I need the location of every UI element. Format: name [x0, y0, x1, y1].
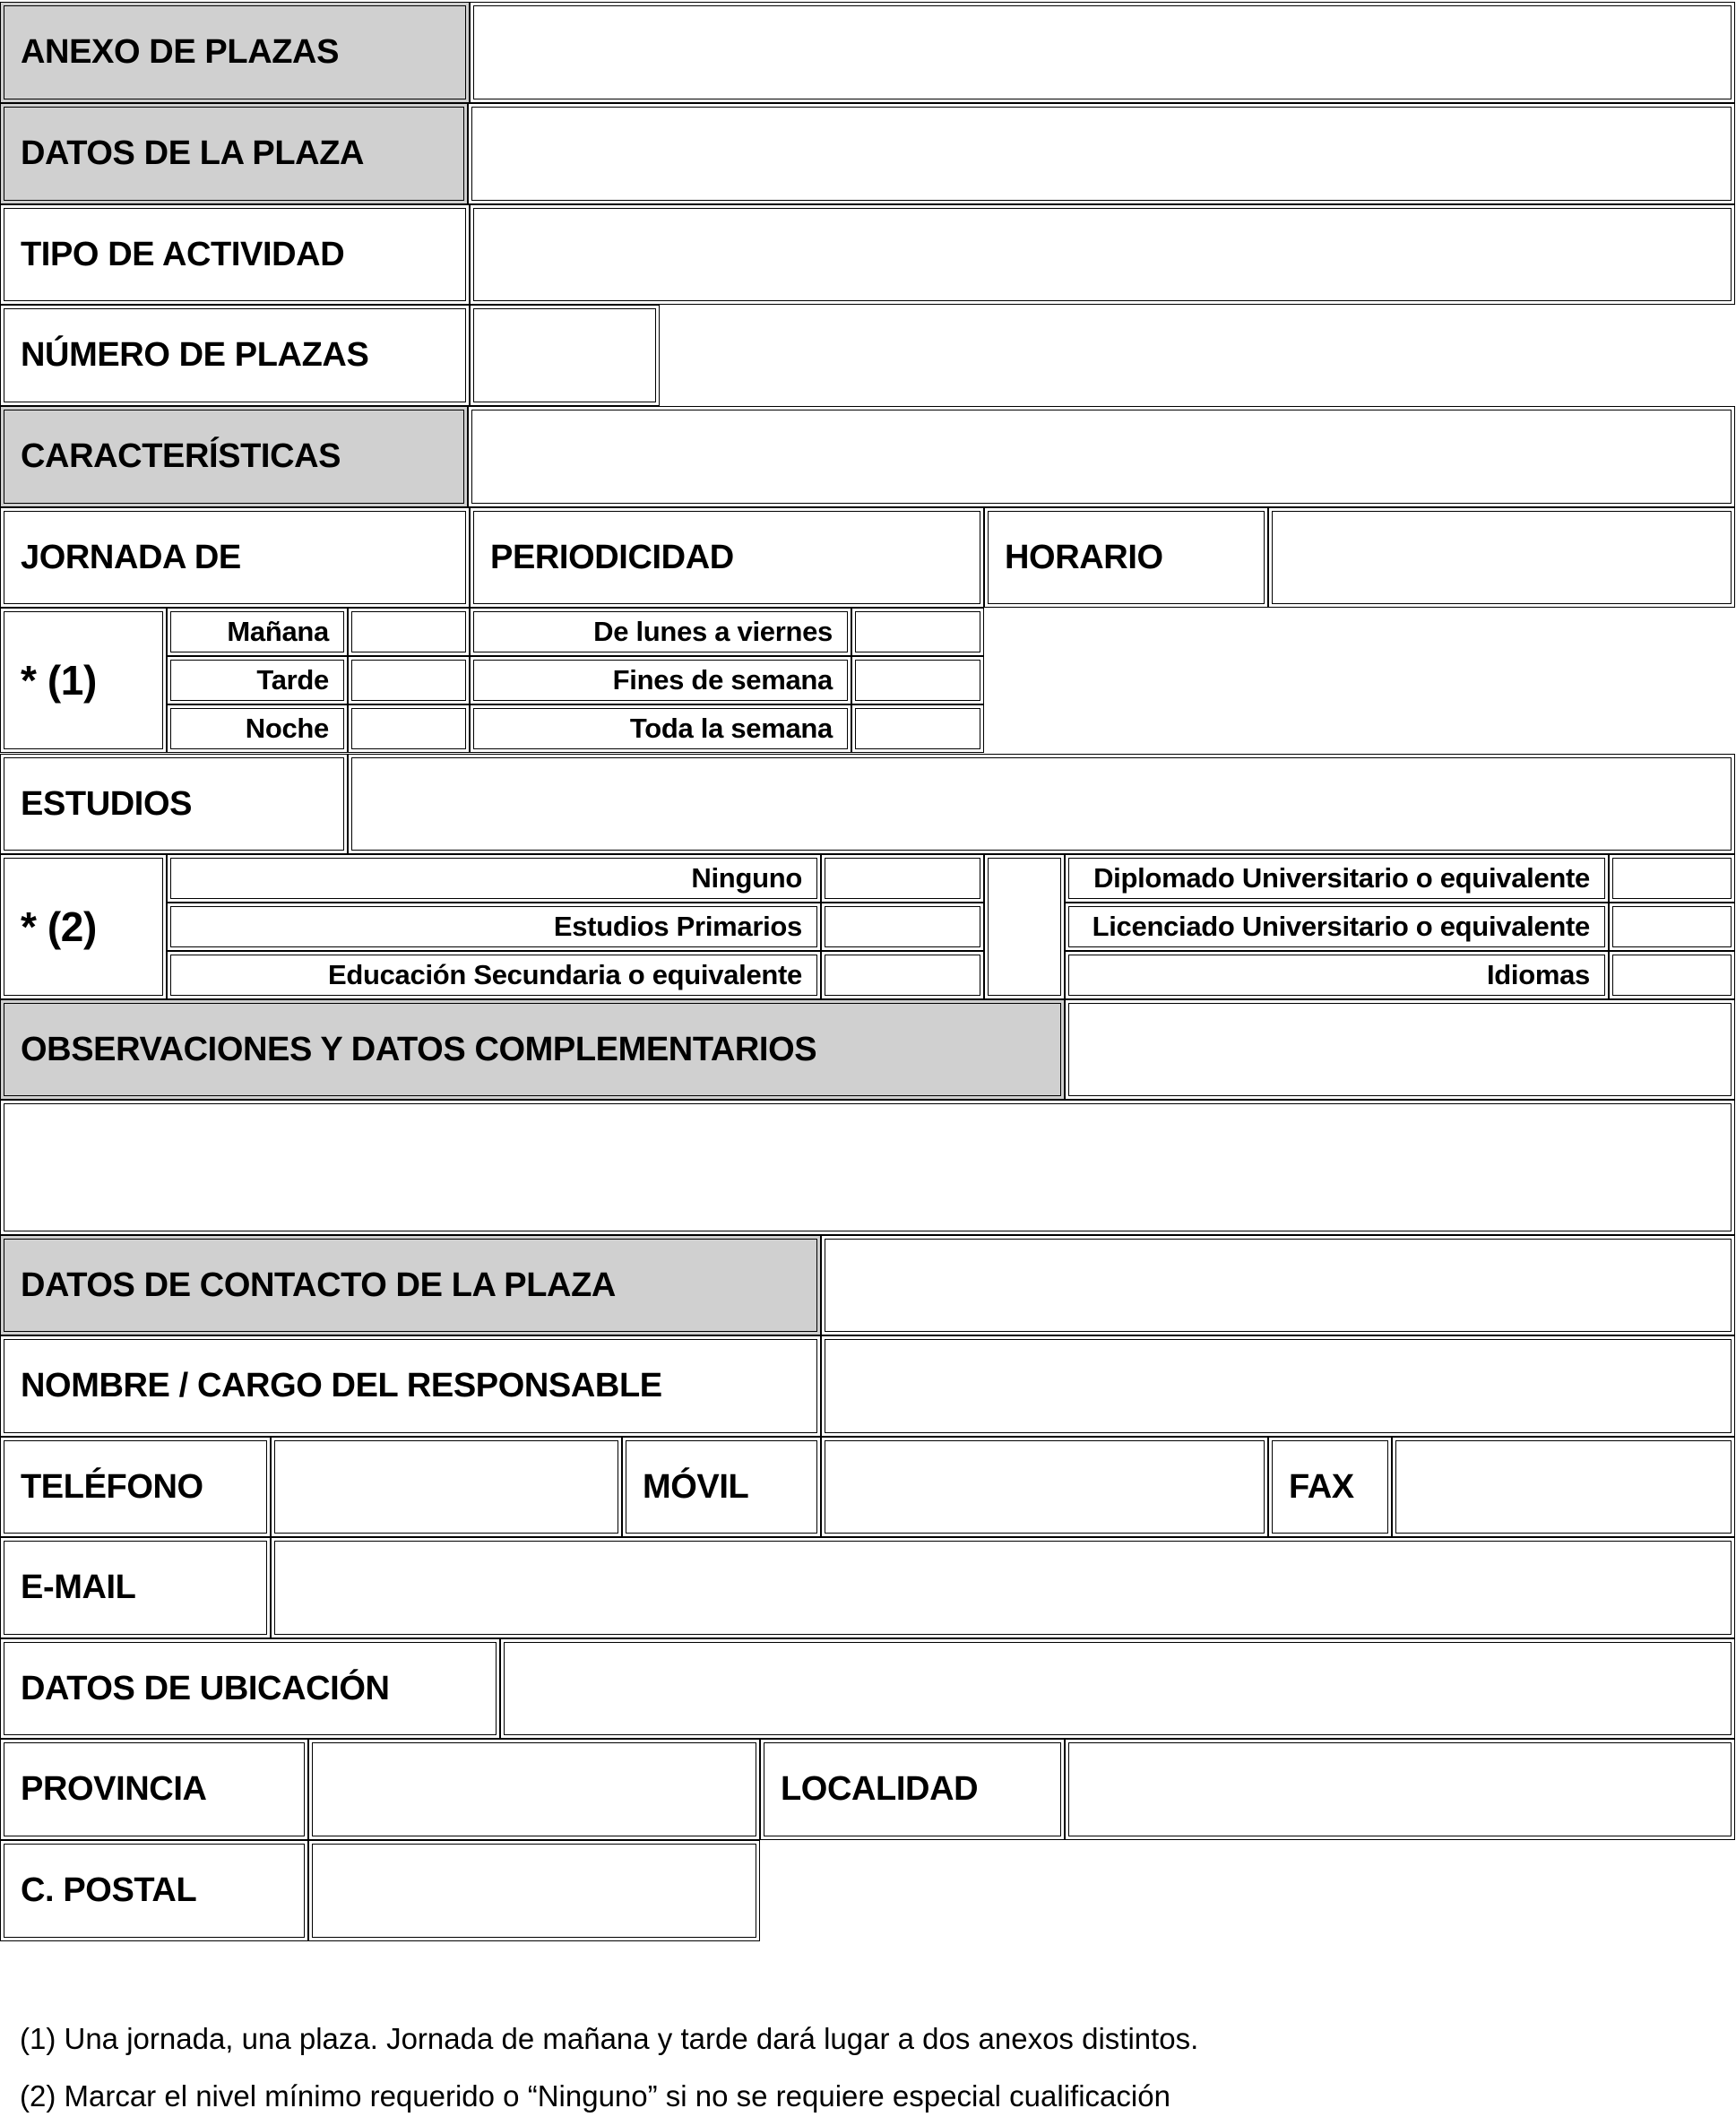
- email-field[interactable]: [271, 1537, 1735, 1638]
- observaciones-label: OBSERVACIONES Y DATOS COMPLEMENTARIOS: [21, 1030, 817, 1068]
- estudios-option-licenciado: [1065, 903, 1609, 951]
- checkbox-lunes-viernes[interactable]: [851, 608, 984, 656]
- estudios-option-secundaria: [167, 951, 821, 999]
- ref1-cell: [0, 608, 167, 753]
- tipo-actividad-field[interactable]: [470, 204, 1735, 305]
- contacto-field[interactable]: [821, 1235, 1735, 1335]
- contacto-label: DATOS DE CONTACTO DE LA PLAZA: [21, 1266, 616, 1304]
- checkbox-idiomas[interactable]: [1609, 951, 1735, 999]
- localidad-cell: [760, 1739, 1065, 1840]
- numero-plazas-cell: [0, 305, 470, 406]
- estudios-option-diplomado: [1065, 854, 1609, 903]
- email-cell: [0, 1537, 271, 1638]
- localidad-field[interactable]: [1065, 1739, 1735, 1840]
- ref2-cell: [0, 854, 167, 999]
- tipo-actividad-label: TIPO DE ACTIVIDAD: [21, 235, 345, 273]
- ref2-label: * (2): [21, 903, 97, 950]
- checkbox-fines-semana[interactable]: [851, 656, 984, 704]
- checkbox-manana[interactable]: [348, 608, 470, 656]
- horario-cell: [984, 507, 1268, 608]
- jornada-cell: [0, 507, 470, 608]
- caracteristicas-label: CARACTERÍSTICAS: [21, 437, 341, 475]
- observaciones-side-field[interactable]: [1065, 999, 1735, 1100]
- observaciones-heading: [0, 999, 1065, 1100]
- anexo-heading: [0, 2, 470, 103]
- observaciones-textarea[interactable]: [0, 1100, 1735, 1235]
- ubicacion-label: DATOS DE UBICACIÓN: [21, 1669, 390, 1707]
- jornada-option-label: Noche: [245, 713, 329, 744]
- cpostal-cell: [0, 1840, 308, 1941]
- movil-cell: [622, 1437, 821, 1537]
- estudios-option-label: Estudios Primarios: [553, 911, 802, 942]
- jornada-option-noche: [167, 704, 348, 753]
- estudios-option-label: Idiomas: [1486, 959, 1590, 990]
- caracteristicas-field[interactable]: [468, 406, 1735, 507]
- movil-label: MÓVIL: [643, 1467, 749, 1506]
- tipo-actividad-cell: [0, 204, 470, 305]
- periodicidad-option-lunes-viernes: [470, 608, 851, 656]
- estudios-option-label: Educación Secundaria o equivalente: [327, 959, 802, 990]
- periodicidad-label: PERIODICIDAD: [490, 538, 734, 576]
- cpostal-label: C. POSTAL: [21, 1871, 197, 1909]
- jornada-option-manana: [167, 608, 348, 656]
- horario-field[interactable]: [1268, 507, 1735, 608]
- datos-plaza-heading: [0, 103, 468, 204]
- datos-plaza-field[interactable]: [468, 103, 1735, 204]
- periodicidad-option-label: De lunes a viernes: [593, 616, 833, 647]
- cpostal-field[interactable]: [308, 1840, 760, 1941]
- movil-field[interactable]: [821, 1437, 1268, 1537]
- checkbox-noche[interactable]: [348, 704, 470, 753]
- horario-label: HORARIO: [1005, 538, 1163, 576]
- estudios-option-label: Ninguno: [691, 862, 802, 894]
- anexo-field[interactable]: [470, 2, 1735, 103]
- estudios-field[interactable]: [348, 754, 1735, 854]
- jornada-option-tarde: [167, 656, 348, 704]
- checkbox-primarios[interactable]: [821, 903, 984, 951]
- ref1-label: * (1): [21, 657, 97, 704]
- estudios-label: ESTUDIOS: [21, 784, 193, 823]
- provincia-field[interactable]: [308, 1739, 760, 1840]
- responsable-cell: [0, 1335, 821, 1437]
- fax-label: FAX: [1289, 1467, 1354, 1506]
- fax-field[interactable]: [1392, 1437, 1735, 1537]
- footnote-2: (2) Marcar el nivel mínimo requerido o “Ninguno” si no se requiere especial cualificación: [20, 2079, 1170, 2113]
- datos-plaza-label: DATOS DE LA PLAZA: [21, 134, 365, 172]
- checkbox-licenciado[interactable]: [1609, 903, 1735, 951]
- telefono-field[interactable]: [271, 1437, 622, 1537]
- jornada-option-label: Mañana: [227, 616, 329, 647]
- localidad-label: LOCALIDAD: [781, 1770, 979, 1808]
- jornada-label: JORNADA DE: [21, 538, 241, 576]
- checkbox-diplomado[interactable]: [1609, 854, 1735, 903]
- numero-plazas-field[interactable]: [470, 305, 660, 406]
- anexo-label: ANEXO DE PLAZAS: [21, 33, 340, 71]
- estudios-option-idiomas: [1065, 951, 1609, 999]
- checkbox-secundaria[interactable]: [821, 951, 984, 999]
- estudios-option-label: Licenciado Universitario o equivalente: [1092, 911, 1590, 942]
- contacto-heading: [0, 1235, 821, 1335]
- ubicacion-field[interactable]: [500, 1638, 1735, 1739]
- estudios-cell: [0, 754, 348, 854]
- periodicidad-option-toda-semana: [470, 704, 851, 753]
- checkbox-toda-semana[interactable]: [851, 704, 984, 753]
- provincia-label: PROVINCIA: [21, 1770, 207, 1808]
- periodicidad-option-fines-semana: [470, 656, 851, 704]
- telefono-label: TELÉFONO: [21, 1467, 203, 1506]
- email-label: E-MAIL: [21, 1568, 136, 1606]
- checkbox-tarde[interactable]: [348, 656, 470, 704]
- fax-cell: [1268, 1437, 1392, 1537]
- provincia-cell: [0, 1739, 308, 1840]
- ubicacion-cell: [0, 1638, 500, 1739]
- responsable-field[interactable]: [821, 1335, 1735, 1437]
- telefono-cell: [0, 1437, 271, 1537]
- estudios-option-primarios: [167, 903, 821, 951]
- periodicidad-option-label: Toda la semana: [629, 713, 833, 744]
- periodicidad-cell: [470, 507, 984, 608]
- periodicidad-option-label: Fines de semana: [612, 664, 833, 696]
- responsable-label: NOMBRE / CARGO DEL RESPONSABLE: [21, 1367, 662, 1404]
- jornada-option-label: Tarde: [256, 664, 329, 696]
- estudios-option-ninguno: [167, 854, 821, 903]
- estudios-spacer: [984, 854, 1065, 999]
- caracteristicas-heading: [0, 406, 468, 507]
- numero-plazas-label: NÚMERO DE PLAZAS: [21, 336, 369, 374]
- estudios-option-label: Diplomado Universitario o equivalente: [1093, 862, 1590, 894]
- checkbox-ninguno[interactable]: [821, 854, 984, 903]
- footnote-1: (1) Una jornada, una plaza. Jornada de mañana y tarde dará lugar a dos anexos distintos.: [20, 2022, 1199, 2055]
